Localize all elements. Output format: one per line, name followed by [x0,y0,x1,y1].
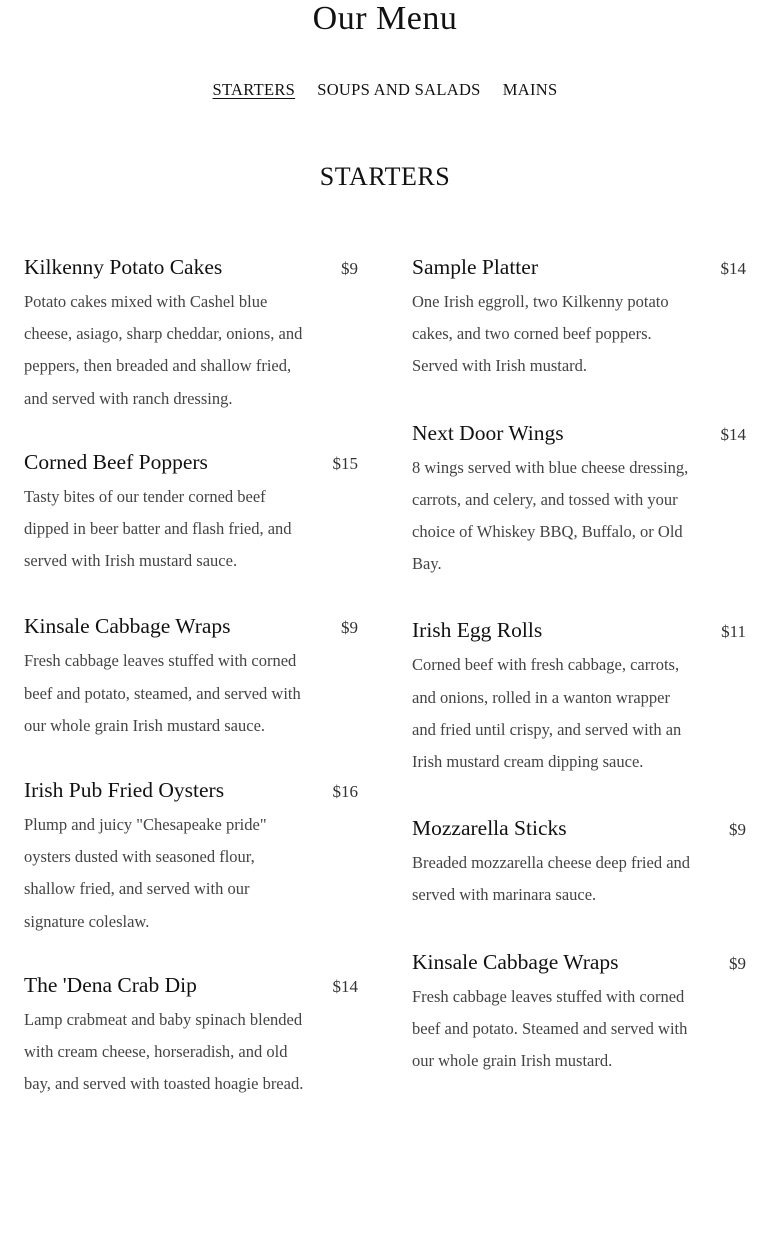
menu-item-name: Irish Pub Fried Oysters [24,778,225,803]
menu-item [412,615,746,778]
menu-item-name: Corned Beef Poppers [24,449,208,474]
menu-item-name: Kinsale Cabbage Wraps [24,614,231,639]
menu-item-name: Kinsale Cabbage Wraps [412,949,619,974]
menu-item-price: $9 [729,820,746,840]
menu-item-description: Breaded mozzarella cheese deep fried and served with marinara sauce. [412,853,691,905]
menu-item-price: $9 [341,618,358,638]
menu-item-description: Potato cakes mixed with Cashel blue cheese, asiago, sharp cheddar, onions, and peppers, then breaded and shallow fried, and served with ranch dressing. [24,292,303,408]
menu-item-name: Next Door Wings [412,420,564,445]
menu-category-nav [0,80,770,100]
menu-item-price: $14 [720,424,746,444]
menu-item-name: The 'Dena Crab Dip [24,972,197,997]
menu-item-description: Lamp crabmeat and baby spinach blended with cream cheese, horseradish, and old bay, and served with toasted hoagie bread. [24,1009,304,1094]
menu-item [412,418,746,581]
section-heading: STARTERS [319,162,451,191]
tab-mains[interactable]: MAINS [502,80,558,99]
menu-item-description: Fresh cabbage leaves stuffed with corned beef and potato, steamed, and served with our whole grain Irish mustard sauce. [24,651,301,735]
tab-soups-and-salads[interactable]: SOUPS AND SALADS [317,80,481,99]
menu-item [24,970,358,1101]
menu-item-description: Tasty bites of our tender corned beef dipped in beer batter and flash fried, and served with Irish mustard sauce. [24,486,292,571]
menu-item-price: $16 [332,782,358,802]
menu-item [24,252,358,415]
menu-item-name: Irish Egg Rolls [412,618,543,643]
menu-item-description: One Irish eggroll, two Kilkenny potato cakes, and two corned beef poppers. Served with Irish mustard. [412,292,669,376]
menu-item [24,775,358,938]
menu-item-description: 8 wings served with blue cheese dressing, carrots, and celery, and tossed with your choice of Whiskey BBQ, Buffalo, or Old Bay. [412,457,689,574]
menu-item [24,611,358,742]
menu-item-price: $15 [332,453,358,473]
menu-item-description: Fresh cabbage leaves stuffed with corned beef and potato. Steamed and served with our whole grain Irish mustard. [412,986,688,1071]
menu-item [24,447,358,578]
menu-item-name: Sample Platter [412,255,538,279]
tab-starters[interactable]: STARTERS [212,80,296,99]
menu-item [412,252,746,383]
menu-item-description: Corned beef with fresh cabbage, carrots, and onions, rolled in a wanton wrapper and fried until crispy, and served with an Irish mustard cream dipping sauce. [412,655,682,772]
menu-item-price: $14 [332,976,358,996]
menu-item-description: Plump and juicy "Chesapeake pride" oysters dusted with seasoned flour, shallow fried, and served with our signature coleslaw. [24,815,267,931]
menu-column-left [24,252,358,1100]
menu-item [412,947,746,1078]
menu-item [412,813,746,911]
menu-item-name: Kilkenny Potato Cakes [24,255,223,279]
menu-item-name: Mozzarella Sticks [412,816,567,841]
menu-item-price: $14 [720,259,746,278]
page-title: Our Menu [312,0,458,37]
menu-item-price: $11 [721,622,746,642]
menu-item-price: $9 [341,259,358,278]
menu-item-price: $9 [729,953,746,973]
menu-column-right [412,252,746,1077]
